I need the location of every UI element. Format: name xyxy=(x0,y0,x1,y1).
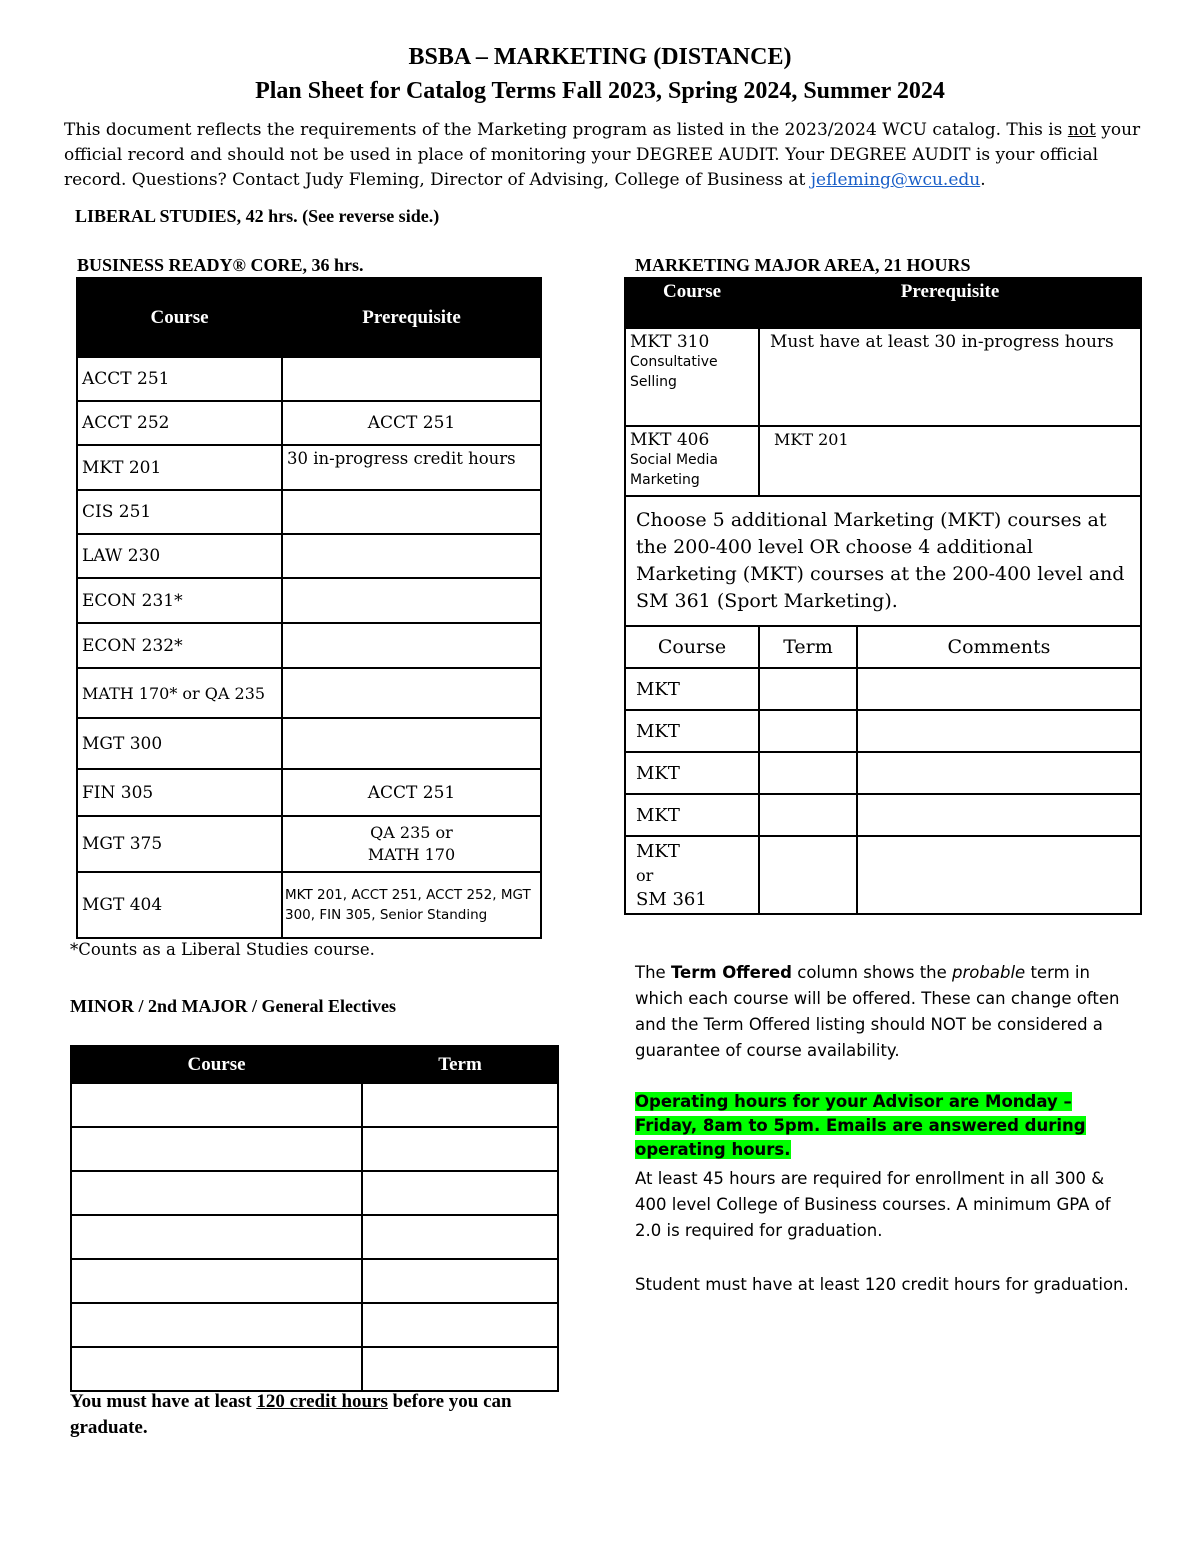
page-subtitle: Plan Sheet for Catalog Terms Fall 2023, Spring 2024, Summer 2024 xyxy=(255,78,945,104)
grad-pre: You must have at least xyxy=(70,1391,257,1412)
major-col-course: Course xyxy=(625,278,759,328)
core-course: LAW 230 xyxy=(77,534,282,578)
core-course: MGT 375 xyxy=(77,816,282,872)
liberal-studies-heading: LIBERAL STUDIES, 42 hrs. (See reverse side.) xyxy=(75,206,440,226)
electives-col-course: Course xyxy=(625,626,759,668)
minor-course-cell[interactable] xyxy=(71,1303,362,1347)
table-row xyxy=(625,752,1141,794)
elective-term-cell[interactable] xyxy=(759,794,857,836)
table-row xyxy=(77,490,541,534)
minor-course-cell[interactable] xyxy=(71,1347,362,1391)
table-row xyxy=(625,496,1141,626)
minor-col-term: Term xyxy=(362,1046,558,1083)
minor-term-cell[interactable] xyxy=(362,1127,558,1171)
minor-term-cell[interactable] xyxy=(362,1083,558,1127)
core-footnote: *Counts as a Liberal Studies course. xyxy=(70,940,375,959)
minor-course-cell[interactable] xyxy=(71,1171,362,1215)
intro-not: not xyxy=(1067,120,1096,140)
table-row xyxy=(71,1215,558,1259)
core-prereq xyxy=(282,668,541,718)
core-prereq xyxy=(282,578,541,623)
major-choose-text: Choose 5 additional Marketing (MKT) courses at the 200-400 level OR choose 4 additional Marketing (MKT) courses at the 200-400 level and SM 361 (Sport Marketing). xyxy=(625,496,1141,626)
table-row xyxy=(71,1259,558,1303)
elective-last-line2: or xyxy=(636,866,654,885)
table-row xyxy=(71,1303,558,1347)
graduation-note xyxy=(70,1389,550,1441)
note-text: The xyxy=(635,963,671,982)
core-course: ACCT 251 xyxy=(77,357,282,401)
table-row xyxy=(625,426,1141,496)
core-prereq xyxy=(282,623,541,668)
major-table xyxy=(624,277,1142,627)
elective-course: MKT xyxy=(625,752,759,794)
core-course: ECON 232* xyxy=(77,623,282,668)
core-prereq xyxy=(282,490,541,534)
core-course: MATH 170* or QA 235 xyxy=(77,668,282,718)
core-col-course: Course xyxy=(77,278,282,357)
table-row xyxy=(71,1347,558,1391)
table-row xyxy=(71,1171,558,1215)
minor-course-cell[interactable] xyxy=(71,1259,362,1303)
minor-term-cell[interactable] xyxy=(362,1171,558,1215)
intro-paragraph xyxy=(64,118,1144,193)
minor-term-cell[interactable] xyxy=(362,1347,558,1391)
core-table xyxy=(76,277,542,939)
core-course: CIS 251 xyxy=(77,490,282,534)
table-row xyxy=(625,710,1141,752)
table-row xyxy=(77,718,541,769)
table-row xyxy=(77,534,541,578)
elective-term-cell[interactable] xyxy=(759,836,857,914)
elective-course: MKT xyxy=(625,794,759,836)
elective-course: MKT xyxy=(625,710,759,752)
core-prereq: ACCT 251 xyxy=(282,769,541,816)
minor-course-cell[interactable] xyxy=(71,1127,362,1171)
elective-comments-cell[interactable] xyxy=(857,752,1141,794)
note-text: term in which each course will be offered. These can change often and the Term Offered listing should NOT be considered a guarantee of course availability. xyxy=(635,963,1120,1060)
intro-end: . xyxy=(980,170,986,190)
table-row xyxy=(77,872,541,938)
major-heading: MARKETING MAJOR AREA, 21 HOURS xyxy=(635,255,971,275)
elective-comments-cell[interactable] xyxy=(857,794,1141,836)
intro-text-1: This document reflects the requirements of the Marketing program as listed in the 2023/2024 WCU catalog. This is xyxy=(64,120,1068,140)
page-title: BSBA – MARKETING (DISTANCE) xyxy=(408,44,792,70)
elective-comments-cell[interactable] xyxy=(857,710,1141,752)
grad-post: before you can graduate. xyxy=(70,1391,512,1438)
core-prereq: ACCT 251 xyxy=(282,401,541,445)
minor-course-cell[interactable] xyxy=(71,1083,362,1127)
note-italic: probable xyxy=(952,963,1026,982)
core-course: MGT 404 xyxy=(77,872,282,938)
note-text: column shows the xyxy=(792,963,953,982)
major-prereq: MKT 201 xyxy=(759,426,1141,496)
elective-last-line3: SM 361 xyxy=(636,889,707,910)
major-course-cell xyxy=(625,426,759,496)
core-course: ACCT 252 xyxy=(77,401,282,445)
elective-last-line1: MKT xyxy=(636,841,680,862)
core-course: MKT 201 xyxy=(77,445,282,490)
table-row xyxy=(77,578,541,623)
electives-col-term: Term xyxy=(759,626,857,668)
grad-hours: 120 credit hours xyxy=(256,1391,388,1412)
core-prereq: MKT 201, ACCT 251, ACCT 252, MGT 300, FIN 305, Senior Standing xyxy=(282,872,541,938)
elective-course-last xyxy=(625,836,759,914)
major-col-prereq: Prerequisite xyxy=(759,278,1141,328)
table-row xyxy=(77,401,541,445)
core-course: FIN 305 xyxy=(77,769,282,816)
elective-term-cell[interactable] xyxy=(759,668,857,710)
table-row xyxy=(77,769,541,816)
elective-term-cell[interactable] xyxy=(759,752,857,794)
table-row xyxy=(77,445,541,490)
table-row xyxy=(77,623,541,668)
operating-hours-highlight: Operating hours for your Advisor are Monday – Friday, 8am to 5pm. Emails are answered during operating hours. xyxy=(635,1092,1086,1159)
table-row xyxy=(77,357,541,401)
note-bold: Term Offered xyxy=(670,963,792,982)
elective-term-cell[interactable] xyxy=(759,710,857,752)
elective-comments-cell[interactable] xyxy=(857,836,1141,914)
core-prereq xyxy=(282,534,541,578)
minor-term-cell[interactable] xyxy=(362,1259,558,1303)
table-row xyxy=(625,836,1141,914)
intro-text-2: your official record and should not be used in place of monitoring your DEGREE AUDIT. Your DEGREE AUDIT is your official record. Questions? Contact Judy Fleming, Director of Advising, College of Business at xyxy=(64,120,1141,190)
table-row xyxy=(625,328,1141,426)
elective-course: MKT xyxy=(625,668,759,710)
major-electives-table xyxy=(624,625,1142,915)
minor-col-course: Course xyxy=(71,1046,362,1083)
enrollment-note: At least 45 hours are required for enrollment in all 300 & 400 level College of Business courses. A minimum GPA of 2.0 is required for graduation. xyxy=(635,1169,1111,1240)
table-row xyxy=(625,668,1141,710)
operating-hours-note xyxy=(635,1090,1135,1162)
core-prereq: 30 in-progress credit hours xyxy=(282,445,541,490)
minor-table xyxy=(70,1045,559,1392)
table-row xyxy=(71,1127,558,1171)
core-prereq: QA 235 or MATH 170 xyxy=(282,816,541,872)
core-course: ECON 231* xyxy=(77,578,282,623)
core-prereq xyxy=(282,357,541,401)
core-col-prereq: Prerequisite xyxy=(282,278,541,357)
table-row xyxy=(71,1083,558,1127)
electives-col-comments: Comments xyxy=(857,626,1141,668)
table-row xyxy=(77,816,541,872)
major-course: MKT 406 xyxy=(630,430,710,450)
table-row xyxy=(625,794,1141,836)
major-course-cell xyxy=(625,328,759,426)
credit-hours-note: Student must have at least 120 credit hours for graduation. xyxy=(635,1275,1129,1294)
table-row xyxy=(77,668,541,718)
elective-comments-cell[interactable] xyxy=(857,668,1141,710)
minor-heading: MINOR / 2nd MAJOR / General Electives xyxy=(70,996,396,1016)
term-offered-note xyxy=(635,960,1135,1064)
core-prereq xyxy=(282,718,541,769)
core-course: MGT 300 xyxy=(77,718,282,769)
minor-term-cell[interactable] xyxy=(362,1215,558,1259)
core-heading: BUSINESS READY® CORE, 36 hrs. xyxy=(77,255,364,275)
major-prereq: Must have at least 30 in-progress hours xyxy=(759,328,1141,426)
advisor-email-link[interactable]: jefleming@wcu.edu xyxy=(810,170,981,190)
minor-term-cell[interactable] xyxy=(362,1303,558,1347)
minor-course-cell[interactable] xyxy=(71,1215,362,1259)
major-course-title: Consultative Selling xyxy=(630,354,718,390)
major-course: MKT 310 xyxy=(630,332,710,352)
major-course-title: Social Media Marketing xyxy=(630,452,719,488)
